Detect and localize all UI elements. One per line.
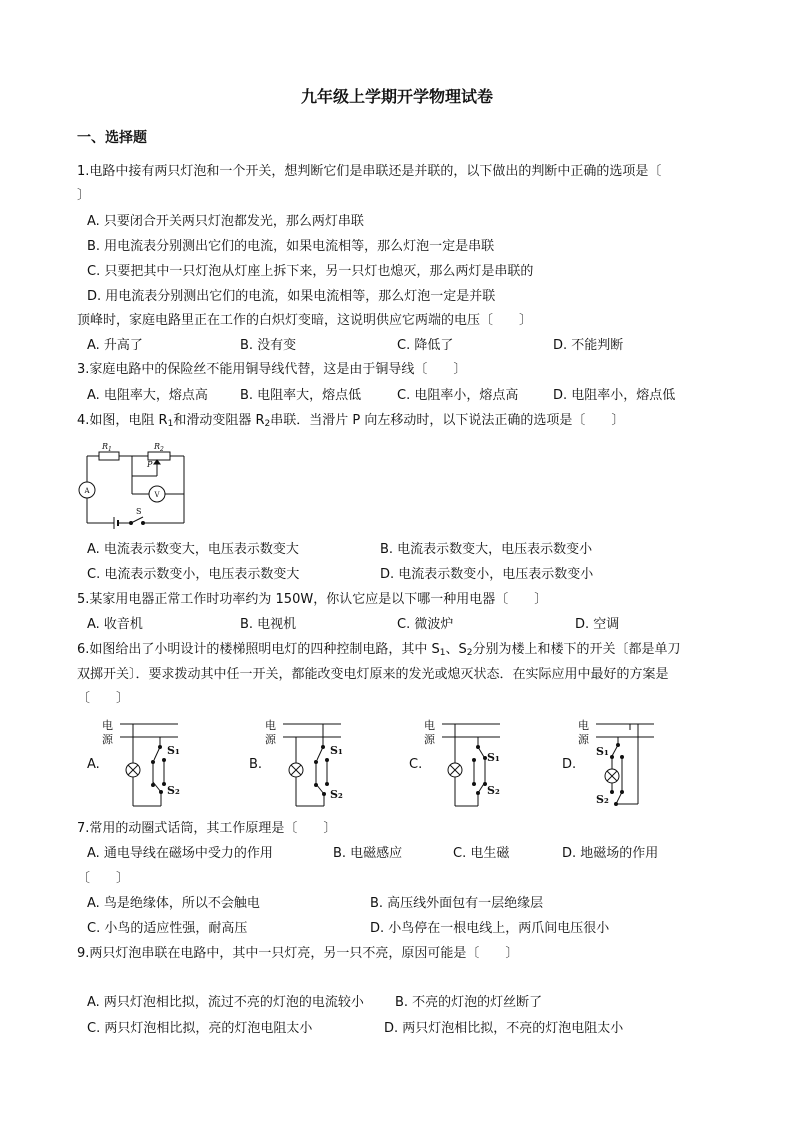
q2-stem: 顶峰时，家庭电路里正在工作的白炽灯变暗，这说明供应它两端的电压〔 〕 <box>77 313 533 328</box>
src-top: 电 <box>424 719 435 732</box>
q9-option-b: B. 不亮的灯泡的灯丝断了 <box>395 995 543 1010</box>
fig-p-label: P <box>147 460 153 469</box>
q6-stem-line1 <box>77 641 681 662</box>
q6-circuit-a <box>100 716 195 811</box>
fig-r2-sub: 2 <box>160 446 164 453</box>
q3-option-a: A. 电阻率大，熔点高 <box>87 388 208 403</box>
section-heading: 一、选择题 <box>77 130 147 146</box>
q4-stem-pre: 4.如图，电阻 R <box>77 413 168 428</box>
q2-option-a: A. 升高了 <box>87 338 143 353</box>
page-title: 九年级上学期开学物理试卷 <box>300 87 493 106</box>
q3-stem: 3.家庭电路中的保险丝不能用铜导线代替，这是由于铜导线〔 〕 <box>77 362 467 377</box>
q4-option-d: D. 电流表示数变小，电压表示数变小 <box>380 567 594 582</box>
q2-option-d: D. 不能判断 <box>553 338 624 353</box>
q2-option-b: B. 没有变 <box>240 338 297 353</box>
q6-circuit-c <box>422 716 517 811</box>
q6-stem-line2: 双掷开关〕．要求拨动其中任一开关，都能改变电灯原来的发光或熄灭状态．在实际应用中最好的方案是 <box>77 667 669 682</box>
q3-option-b: B. 电阻率大，熔点低 <box>240 388 362 403</box>
q7-stem: 7.常用的动圈式话筒，其工作原理是〔 〕 <box>77 821 337 836</box>
s2-label: S₂ <box>487 784 500 797</box>
q4-sub-1: 1 <box>167 419 174 429</box>
fig-r1-label: R <box>102 442 109 451</box>
src-top: 电 <box>265 719 276 732</box>
q9-option-a: A. 两只灯泡相比拟，流过不亮的灯泡的电流较小 <box>87 995 364 1010</box>
fig-s-label: S <box>136 507 142 516</box>
src-top: 电 <box>578 719 589 732</box>
q4-circuit-diagram <box>72 440 192 530</box>
q6-s1-sub: 1 <box>439 648 446 658</box>
q4-sub-2: 2 <box>264 419 271 429</box>
s1-label: S₁ <box>167 744 180 757</box>
q4-option-c: C. 电流表示数变小，电压表示数变大 <box>87 567 300 582</box>
src-top: 电 <box>102 719 113 732</box>
s1-label: S₁ <box>330 744 343 757</box>
slide-rheostat-r2 <box>148 452 170 460</box>
slider-arrow-icon <box>154 460 160 464</box>
fig-voltmeter-label: V <box>154 491 160 499</box>
q7-option-a: A. 通电导线在磁场中受力的作用 <box>87 846 273 861</box>
resistor-r1 <box>99 452 119 460</box>
q5-option-a: A. 收音机 <box>87 617 143 632</box>
svg-text:R2 <box>153 442 164 453</box>
q1-option-b: B. 用电流表分别测出它们的电流，如果电流相等，那么灯泡一定是串联 <box>87 239 495 254</box>
q6-label-d: D. <box>562 757 577 772</box>
src-bottom: 源 <box>265 733 276 746</box>
s2-label: S₂ <box>330 788 343 801</box>
q9-option-d: D. 两只灯泡相比拟，不亮的灯泡电阻太小 <box>384 1021 624 1036</box>
s2-label: S₂ <box>167 784 180 797</box>
q5-option-d: D. 空调 <box>575 617 620 632</box>
q6-label-b: B. <box>249 757 263 772</box>
q6-line1-mid: 、S <box>445 642 467 657</box>
q6-circuit-d <box>576 716 671 811</box>
q6-line1-pre: 6.如图给出了小明设计的楼梯照明电灯的四种控制电路，其中 S <box>77 642 440 657</box>
q7-option-d: D. 地磁场的作用 <box>562 846 659 861</box>
q6-line1-post: 分别为楼上和楼下的开关〔都是单刀 <box>472 642 681 657</box>
q6-circuit-b <box>263 716 358 811</box>
switch-s <box>131 517 143 523</box>
q8-option-c: C. 小鸟的适应性强，耐高压 <box>87 921 248 936</box>
q1-option-c: C. 只要把其中一只灯泡从灯座上拆下来，另一只灯也熄灭，那么两灯是串联的 <box>87 264 534 279</box>
q4-stem <box>77 412 624 433</box>
q1-stem-line2: 〕 <box>77 188 91 203</box>
q6-label-a: A. <box>87 757 100 772</box>
q3-option-d: D. 电阻率小，熔点低 <box>553 388 676 403</box>
fig-r1-sub: 1 <box>108 446 112 453</box>
q3-option-c: C. 电阻率小，熔点高 <box>397 388 519 403</box>
s2-label: S₂ <box>596 793 609 806</box>
q4-stem-mid: 和滑动变阻器 R <box>173 413 265 428</box>
s1-label: S₁ <box>487 751 500 764</box>
q8-option-b: B. 高压线外面包有一层绝缘层 <box>370 896 544 911</box>
q1-stem-line1: 1.电路中接有两只灯泡和一个开关，想判断它们是串联还是并联的，以下做出的判断中正确的选项是〔 <box>77 164 662 179</box>
q1-option-d: D. 用电流表分别测出它们的电流，如果电流相等，那么灯泡一定是并联 <box>87 289 496 304</box>
q5-option-c: C. 微波炉 <box>397 617 454 632</box>
q1-option-a: A. 只要闭合开关两只灯泡都发光，那么两灯串联 <box>87 214 364 229</box>
src-bottom: 源 <box>102 733 113 746</box>
svg-text:R1 <box>101 442 112 453</box>
src-bottom: 源 <box>424 733 435 746</box>
q4-stem-post: 串联．当滑片 P 向左移动时，以下说法正确的选项是〔 〕 <box>270 413 625 428</box>
q2-option-c: C. 降低了 <box>397 338 454 353</box>
q8-option-d: D. 小鸟停在一根电线上，两爪间电压很小 <box>370 921 610 936</box>
fig-r2-label: R <box>154 442 161 451</box>
q5-stem: 5.某家用电器正常工作时功率约为 150W，你认它应是以下哪一种用电器〔 〕 <box>77 592 548 607</box>
q9-stem: 9.两只灯泡串联在电路中，其中一只灯亮，另一只不亮，原因可能是〔 〕 <box>77 946 519 961</box>
s1-label: S₁ <box>596 745 609 758</box>
q4-option-a: A. 电流表示数变大，电压表示数变大 <box>87 542 299 557</box>
q9-option-c: C. 两只灯泡相比拟，亮的灯泡电阻太小 <box>87 1021 313 1036</box>
q8-option-a: A. 鸟是绝缘体，所以不会触电 <box>87 896 260 911</box>
fig-ammeter-label: A <box>84 487 90 495</box>
q6-s2-sub: 2 <box>466 648 473 658</box>
q6-stem-line3: 〔 〕 <box>77 691 130 706</box>
q4-option-b: B. 电流表示数变大，电压表示数变小 <box>380 542 593 557</box>
q5-option-b: B. 电视机 <box>240 617 297 632</box>
q7-option-b: B. 电磁感应 <box>333 846 403 861</box>
q8-stem: 〔 〕 <box>77 871 130 886</box>
q7-option-c: C. 电生磁 <box>453 846 510 861</box>
src-bottom: 源 <box>578 733 589 746</box>
q6-label-c: C. <box>409 757 423 772</box>
